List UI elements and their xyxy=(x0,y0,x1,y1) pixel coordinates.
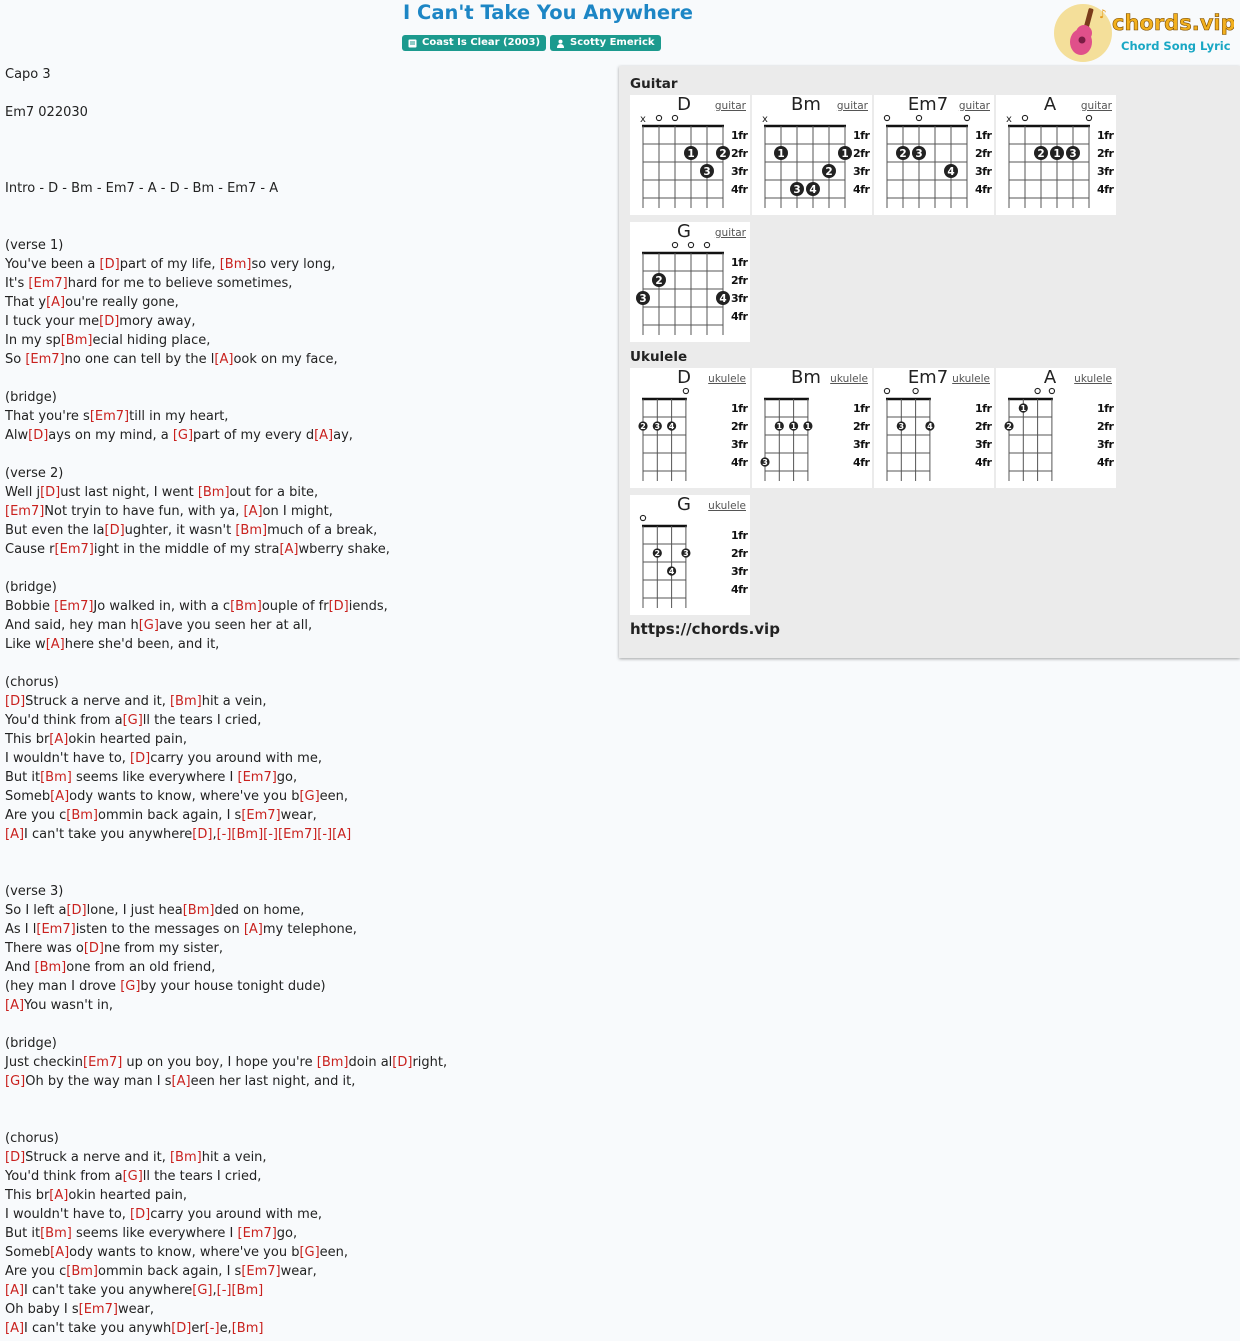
ukulele-heading: Ukulele xyxy=(630,349,688,365)
open-string-marker xyxy=(884,115,889,120)
lyric-line: Alw[D]ays on my mind, a [G]part of my every d[A]ay, xyxy=(5,428,353,443)
chord-token[interactable]: [D] xyxy=(83,941,104,956)
lyric-line: I tuck your me[D]mory away, xyxy=(5,314,196,329)
chord-token[interactable]: [A] xyxy=(50,1245,70,1260)
logo-tagline: Chord Song Lyric xyxy=(1121,39,1231,53)
fret-label: 2fr xyxy=(1097,420,1114,433)
chord-token[interactable]: [Em7] xyxy=(28,276,68,291)
muted-string-marker: x xyxy=(640,114,646,125)
chord-token[interactable]: [G] xyxy=(138,618,159,633)
chord-token[interactable]: [A] xyxy=(5,998,25,1013)
fret-label: 3fr xyxy=(731,438,748,451)
lyrics-body xyxy=(5,65,605,1338)
chord-token[interactable]: [D] xyxy=(328,599,349,614)
chord-diagram xyxy=(630,368,750,488)
chord-token[interactable]: [G] xyxy=(299,1245,320,1260)
chord-token[interactable]: [D] xyxy=(130,751,151,766)
chord-token[interactable]: [D] xyxy=(28,428,49,443)
chord-token[interactable]: [A] xyxy=(214,352,234,367)
open-string-marker xyxy=(1086,115,1091,120)
instrument-link[interactable]: guitar xyxy=(714,100,746,112)
chord-token[interactable]: [Em7] xyxy=(241,1264,281,1279)
fret-label: 1fr xyxy=(853,129,870,142)
fret-label: 3fr xyxy=(731,165,748,178)
lyric-line: Someb[A]ody wants to know, where've you b[G]een, xyxy=(5,1245,349,1260)
open-string-marker xyxy=(704,242,709,247)
fret-label: 2fr xyxy=(731,147,748,160)
open-string-marker xyxy=(1022,115,1027,120)
chord-token[interactable]: [Bm] xyxy=(66,808,98,823)
open-string-marker xyxy=(672,242,677,247)
ukulele-chord-card-a[interactable] xyxy=(996,368,1116,488)
fret-label: 4fr xyxy=(853,456,870,469)
site-logo[interactable] xyxy=(1054,2,1234,64)
chord-token[interactable]: [Bm] xyxy=(231,1321,264,1336)
open-string-marker xyxy=(916,115,921,120)
lyric-line: Em7 022030 xyxy=(5,105,88,120)
chord-token[interactable]: [Em7] xyxy=(237,770,277,785)
chord-token[interactable]: [Em7] xyxy=(25,352,65,367)
chord-name: A xyxy=(1043,94,1057,115)
fret-label: 2fr xyxy=(731,274,748,287)
lyric-line: Someb[A]ody wants to know, where've you b[G]een, xyxy=(5,789,349,804)
fret-label: 1fr xyxy=(731,402,748,415)
finger-number: 3 xyxy=(762,457,768,467)
fret-label: 2fr xyxy=(731,420,748,433)
song-badges xyxy=(402,35,661,51)
chord-token[interactable]: [D] xyxy=(5,694,26,709)
chord-token[interactable]: [A] xyxy=(243,922,263,937)
chord-diagram xyxy=(996,368,1116,488)
lyric-line: [D]Struck a nerve and it, [Bm]hit a vein, xyxy=(5,694,267,709)
finger-number: 3 xyxy=(793,183,801,196)
lyric-line: Oh baby I s[Em7]wear, xyxy=(5,1302,155,1317)
chord-token[interactable]: [D] xyxy=(5,1150,26,1165)
chord-name: Em7 xyxy=(907,94,949,115)
open-string-marker xyxy=(656,115,661,120)
finger-number: 3 xyxy=(1069,147,1077,160)
instrument-link[interactable]: ukulele xyxy=(1074,373,1112,385)
fret-label: 3fr xyxy=(1097,438,1114,451)
chord-token[interactable]: [Bm] xyxy=(169,694,202,709)
lyric-line: Bobbie [Em7]Jo walked in, with a c[Bm]ouple of fr[D]iends, xyxy=(5,599,388,614)
fret-label: 3fr xyxy=(975,165,992,178)
lyric-line xyxy=(5,160,605,179)
lyric-line: (chorus) xyxy=(5,675,59,690)
chord-token[interactable]: [D] xyxy=(192,827,213,842)
instrument-link[interactable]: ukulele xyxy=(830,373,868,385)
fret-label: 3fr xyxy=(853,165,870,178)
fret-label: 1fr xyxy=(731,529,748,542)
fret-label: 3fr xyxy=(731,292,748,305)
lyric-line: [A]I can't take you anywh[D]er[-]e,[Bm] xyxy=(5,1321,264,1336)
chord-token[interactable]: [Bm] xyxy=(197,485,230,500)
fret-label: 4fr xyxy=(1097,456,1114,469)
artist-badge-label: Scotty Emerick xyxy=(570,37,655,48)
finger-number: 2 xyxy=(640,421,646,431)
fret-label: 2fr xyxy=(975,147,992,160)
chord-token[interactable]: [D] xyxy=(99,257,120,272)
lyric-line: That y[A]ou're really gone, xyxy=(5,295,179,310)
lyric-line: I wouldn't have to, [D]carry you around with me, xyxy=(5,1207,322,1222)
chord-token[interactable]: [-] xyxy=(216,827,232,842)
fret-label: 3fr xyxy=(853,438,870,451)
chord-token[interactable]: [Em7] xyxy=(54,599,94,614)
finger-number: 2 xyxy=(825,165,833,178)
finger-number: 4 xyxy=(947,165,955,178)
finger-number: 3 xyxy=(898,421,905,431)
ukulele-chord-card-em7[interactable] xyxy=(874,368,994,488)
instrument-link[interactable]: guitar xyxy=(714,227,746,239)
artist-badge[interactable] xyxy=(550,35,661,51)
lyric-line: Like w[A]here she'd been, and it, xyxy=(5,637,220,652)
lyric-line xyxy=(5,217,605,236)
open-string-marker xyxy=(1049,388,1054,393)
lyric-line xyxy=(5,198,605,217)
chord-token[interactable]: [G] xyxy=(172,428,194,443)
instrument-link[interactable]: guitar xyxy=(836,100,868,112)
guitar-chord-card-bm[interactable] xyxy=(752,95,872,215)
open-string-marker xyxy=(688,242,693,247)
lyric-line: But it[Bm] seems like everywhere I [Em7]go, xyxy=(5,1226,298,1241)
lyric-line: [A]I can't take you anywhere[G],[-][Bm] xyxy=(5,1283,264,1298)
finger-number: 4 xyxy=(809,183,817,196)
instrument-link[interactable]: ukulele xyxy=(708,373,746,385)
chord-token[interactable]: [-] xyxy=(317,827,333,842)
chord-token[interactable]: [D] xyxy=(392,1055,413,1070)
fret-label: 4fr xyxy=(975,183,992,196)
lyric-line: [A]I can't take you anywhere[D],[-][Bm][-][Em7][-][A] xyxy=(5,827,352,842)
finger-number: 1 xyxy=(776,421,783,431)
chord-diagram xyxy=(752,368,872,488)
instrument-link[interactable]: ukulele xyxy=(708,500,746,512)
lyric-line: In my sp[Bm]ecial hiding place, xyxy=(5,333,211,348)
finger-number: 1 xyxy=(790,421,797,431)
chord-token[interactable]: [Bm] xyxy=(169,1150,202,1165)
fret-label: 4fr xyxy=(1097,183,1114,196)
finger-number: 2 xyxy=(899,147,907,160)
fret-label: 2fr xyxy=(731,547,748,560)
chord-token[interactable]: [A] xyxy=(332,827,352,842)
chord-token[interactable]: [Em7] xyxy=(278,827,318,842)
chord-diagram xyxy=(874,95,994,215)
chord-diagram-panel xyxy=(619,66,1240,658)
muted-string-marker: x xyxy=(1006,114,1012,125)
lyric-line xyxy=(5,1091,605,1110)
chord-token[interactable]: [A] xyxy=(279,542,299,557)
chord-token[interactable]: [Em7] xyxy=(78,1302,118,1317)
finger-number: 4 xyxy=(668,566,675,576)
lyric-line: (verse 1) xyxy=(5,238,64,253)
lyric-line: So [Em7]no one can tell by the l[A]ook on my face, xyxy=(5,352,338,367)
chord-name: A xyxy=(1043,367,1057,388)
finger-number: 3 xyxy=(639,292,647,305)
lyric-line: You've been a [D]part of my life, [Bm]so very long, xyxy=(5,257,336,272)
chord-token[interactable]: [Bm] xyxy=(40,770,72,785)
guitar-chord-list xyxy=(630,95,1120,349)
chord-diagram xyxy=(874,368,994,488)
lyric-line xyxy=(5,559,605,578)
finger-number: 3 xyxy=(703,165,711,178)
finger-number: 2 xyxy=(1037,147,1045,160)
fret-label: 1fr xyxy=(975,129,992,142)
finger-number: 1 xyxy=(777,147,785,160)
chord-token[interactable]: [D] xyxy=(130,1207,151,1222)
chord-token[interactable]: [Em7] xyxy=(5,504,45,519)
logo-text: chords.vip xyxy=(1112,11,1234,35)
chord-diagram xyxy=(630,222,750,342)
finger-number: 1 xyxy=(805,421,811,431)
lyric-line: [G]Oh by the way man I s[A]een her last night, and it, xyxy=(5,1074,356,1089)
lyric-line xyxy=(5,141,605,160)
finger-number: 1 xyxy=(1020,403,1027,413)
site-url-link[interactable]: https://chords.vip xyxy=(630,620,780,638)
open-string-marker xyxy=(913,388,918,393)
lyric-line: And said, hey man h[G]ave you seen her at all, xyxy=(5,618,313,633)
chord-token[interactable]: [A] xyxy=(5,827,25,842)
chord-diagram xyxy=(996,95,1116,215)
lyric-line: [D]Struck a nerve and it, [Bm]hit a vein, xyxy=(5,1150,267,1165)
fret-label: 4fr xyxy=(731,456,748,469)
chord-token[interactable]: [G] xyxy=(299,789,320,804)
chord-token[interactable]: [Bm] xyxy=(235,523,268,538)
chord-token[interactable]: [Bm] xyxy=(231,827,264,842)
chord-token[interactable]: [A] xyxy=(46,295,66,310)
chord-diagram xyxy=(630,495,750,615)
chord-token[interactable]: [A] xyxy=(5,1321,25,1336)
fret-label: 1fr xyxy=(731,129,748,142)
lyric-line: It's [Em7]hard for me to believe sometimes, xyxy=(5,276,293,291)
instrument-link[interactable]: guitar xyxy=(958,100,990,112)
fret-label: 4fr xyxy=(975,456,992,469)
fret-label: 2fr xyxy=(1097,147,1114,160)
open-string-marker xyxy=(672,115,677,120)
finger-number: 4 xyxy=(719,292,727,305)
lyric-line xyxy=(5,863,605,882)
lyric-line: [A]You wasn't in, xyxy=(5,998,113,1013)
lyric-line: Are you c[Bm]ommin back again, I s[Em7]wear, xyxy=(5,808,317,823)
chord-token[interactable]: [Bm] xyxy=(316,1055,349,1070)
finger-number: 1 xyxy=(687,147,695,160)
chord-name: G xyxy=(677,494,691,515)
chord-diagram xyxy=(752,95,872,215)
fret-label: 4fr xyxy=(731,583,748,596)
fret-label: 1fr xyxy=(975,402,992,415)
lyric-line: Intro - D - Bm - Em7 - A - D - Bm - Em7 - A xyxy=(5,181,279,196)
lyric-line: There was o[D]ne from my sister, xyxy=(5,941,223,956)
lyric-line: Well j[D]ust last night, I went [Bm]out for a bite, xyxy=(5,485,319,500)
lyric-line: That you're s[Em7]till in my heart, xyxy=(5,409,229,424)
chord-token[interactable]: [Bm] xyxy=(66,1264,98,1279)
chord-token[interactable]: [G] xyxy=(120,979,141,994)
lyric-line: But it[Bm] seems like everywhere I [Em7]go, xyxy=(5,770,298,785)
lyric-line xyxy=(5,844,605,863)
chord-diagram xyxy=(630,95,750,215)
chord-token[interactable]: [G] xyxy=(5,1074,26,1089)
chord-token[interactable]: [Em7] xyxy=(36,922,76,937)
lyric-line xyxy=(5,654,605,673)
fret-label: 1fr xyxy=(853,402,870,415)
chord-token[interactable]: [A] xyxy=(314,428,334,443)
chord-token[interactable]: [Em7] xyxy=(241,808,281,823)
open-string-marker xyxy=(683,388,688,393)
instrument-link[interactable]: guitar xyxy=(1080,100,1112,112)
chord-name: D xyxy=(677,367,691,388)
album-badge[interactable] xyxy=(402,35,546,51)
finger-number: 4 xyxy=(668,421,675,431)
chord-token[interactable]: [A] xyxy=(243,504,263,519)
lyric-line: Are you c[Bm]ommin back again, I s[Em7]wear, xyxy=(5,1264,317,1279)
chord-token[interactable]: [Em7] xyxy=(83,1055,123,1070)
chord-token[interactable]: [D] xyxy=(171,1321,192,1336)
chord-token[interactable]: [Bm] xyxy=(40,1226,72,1241)
open-string-marker xyxy=(964,115,969,120)
chord-name: D xyxy=(677,94,691,115)
lyric-line: [Em7]Not tryin to have fun, with ya, [A]on I might, xyxy=(5,504,333,519)
finger-number: 1 xyxy=(1053,147,1061,160)
lyric-line xyxy=(5,1015,605,1034)
lyric-line: (bridge) xyxy=(5,580,57,595)
ukulele-chord-card-bm[interactable] xyxy=(752,368,872,488)
svg-text:♪: ♪ xyxy=(1099,7,1107,21)
chord-token[interactable]: [G] xyxy=(122,1169,143,1184)
chord-token[interactable]: [A] xyxy=(50,789,70,804)
fret-label: 2fr xyxy=(975,420,992,433)
fret-label: 4fr xyxy=(731,183,748,196)
finger-number: 3 xyxy=(683,548,689,558)
chord-name: G xyxy=(677,221,691,242)
album-badge-label: Coast Is Clear (2003) xyxy=(422,37,541,48)
chord-token[interactable]: [A] xyxy=(171,1074,191,1089)
open-string-marker xyxy=(884,388,889,393)
fret-label: 2fr xyxy=(853,420,870,433)
lyric-line: This br[A]okin hearted pain, xyxy=(5,1188,188,1203)
chord-name: Bm xyxy=(791,367,821,388)
finger-number: 4 xyxy=(927,421,933,431)
finger-number: 2 xyxy=(719,147,727,160)
chord-token[interactable]: [-] xyxy=(204,1321,220,1336)
lyric-line xyxy=(5,122,605,141)
chord-token[interactable]: [Bm] xyxy=(219,257,252,272)
finger-number: 2 xyxy=(655,274,663,287)
finger-number: 3 xyxy=(654,421,661,431)
chord-token[interactable]: [Em7] xyxy=(54,542,94,557)
chord-name: Bm xyxy=(791,94,821,115)
lyric-line: (verse 3) xyxy=(5,884,64,899)
chord-token[interactable]: [-] xyxy=(216,1283,232,1298)
chord-name: Em7 xyxy=(907,367,949,388)
guitar-chord-card-g[interactable] xyxy=(630,222,750,342)
lyric-line: This br[A]okin hearted pain, xyxy=(5,732,188,747)
fret-label: 3fr xyxy=(731,565,748,578)
lyric-line xyxy=(5,369,605,388)
instrument-link[interactable]: ukulele xyxy=(952,373,990,385)
guitar-chord-card-em7[interactable] xyxy=(874,95,994,215)
finger-number: 2 xyxy=(654,548,661,558)
fret-label: 4fr xyxy=(731,310,748,323)
lyric-line: (bridge) xyxy=(5,1036,57,1051)
album-icon xyxy=(408,39,417,48)
chord-token[interactable]: [D] xyxy=(40,485,61,500)
open-string-marker xyxy=(640,515,645,520)
lyric-line: Capo 3 xyxy=(5,67,51,82)
lyric-line: (hey man I drove [G]by your house tonight dude) xyxy=(5,979,326,994)
lyric-line xyxy=(5,1110,605,1129)
chord-token[interactable]: [Em7] xyxy=(237,1226,277,1241)
chord-token[interactable]: [G] xyxy=(122,713,143,728)
fret-label: 1fr xyxy=(1097,402,1114,415)
chord-token[interactable]: [D] xyxy=(104,523,125,538)
guitar-chord-card-d[interactable] xyxy=(630,95,750,215)
chord-token[interactable]: [A] xyxy=(5,1283,25,1298)
chord-token[interactable]: [A] xyxy=(45,637,65,652)
chord-token[interactable]: [D] xyxy=(99,314,120,329)
lyric-line: Cause r[Em7]ight in the middle of my stra[A]wberry shake, xyxy=(5,542,390,557)
finger-number: 1 xyxy=(841,147,849,160)
lyric-line: As I l[Em7]isten to the messages on [A]my telephone, xyxy=(5,922,357,937)
finger-number: 2 xyxy=(1006,421,1012,431)
finger-number: 3 xyxy=(915,147,923,160)
chord-token[interactable]: [Bm] xyxy=(231,1283,264,1298)
chord-token[interactable]: [A] xyxy=(49,732,69,747)
ukulele-logo-icon xyxy=(1054,2,1234,64)
lyric-line xyxy=(5,445,605,464)
lyric-line: And [Bm]one from an old friend, xyxy=(5,960,216,975)
ukulele-chord-card-g[interactable] xyxy=(630,495,750,615)
lyric-line: (bridge) xyxy=(5,390,57,405)
song-title: I Can't Take You Anywhere xyxy=(403,1,693,24)
chord-token[interactable]: [A] xyxy=(49,1188,69,1203)
fret-label: 3fr xyxy=(1097,165,1114,178)
chord-token[interactable]: [Bm] xyxy=(230,599,262,614)
lyric-line: But even the la[D]ughter, it wasn't [Bm]much of a break, xyxy=(5,523,378,538)
lyric-line: Just checkin[Em7] up on you boy, I hope you're [Bm]doin al[D]right, xyxy=(5,1055,448,1070)
lyric-line xyxy=(5,84,605,103)
lyric-line: You'd think from a[G]ll the tears I cried, xyxy=(5,1169,262,1184)
fret-label: 1fr xyxy=(1097,129,1114,142)
chord-token[interactable]: [G] xyxy=(192,1283,213,1298)
ukulele-chord-card-d[interactable] xyxy=(630,368,750,488)
lyric-line: (chorus) xyxy=(5,1131,59,1146)
ukulele-chord-list xyxy=(630,368,1120,622)
fret-label: 1fr xyxy=(731,256,748,269)
chord-token[interactable]: [Em7] xyxy=(89,409,130,424)
guitar-heading: Guitar xyxy=(630,76,678,92)
lyric-line: You'd think from a[G]ll the tears I cried, xyxy=(5,713,262,728)
lyric-line: (verse 2) xyxy=(5,466,64,481)
fret-label: 2fr xyxy=(853,147,870,160)
fret-label: 4fr xyxy=(853,183,870,196)
open-string-marker xyxy=(1035,388,1040,393)
chord-token[interactable]: [Bm] xyxy=(60,333,93,348)
chord-token[interactable]: [Bm] xyxy=(182,903,215,918)
lyric-line: I wouldn't have to, [D]carry you around with me, xyxy=(5,751,322,766)
fret-label: 3fr xyxy=(975,438,992,451)
chord-token[interactable]: [-] xyxy=(263,827,278,842)
chord-token[interactable]: [D] xyxy=(66,903,87,918)
guitar-chord-card-a[interactable] xyxy=(996,95,1116,215)
chord-token[interactable]: [Bm] xyxy=(34,960,67,975)
lyric-line: So I left a[D]lone, I just hea[Bm]ded on home, xyxy=(5,903,305,918)
user-icon xyxy=(556,39,565,48)
muted-string-marker: x xyxy=(762,114,768,125)
